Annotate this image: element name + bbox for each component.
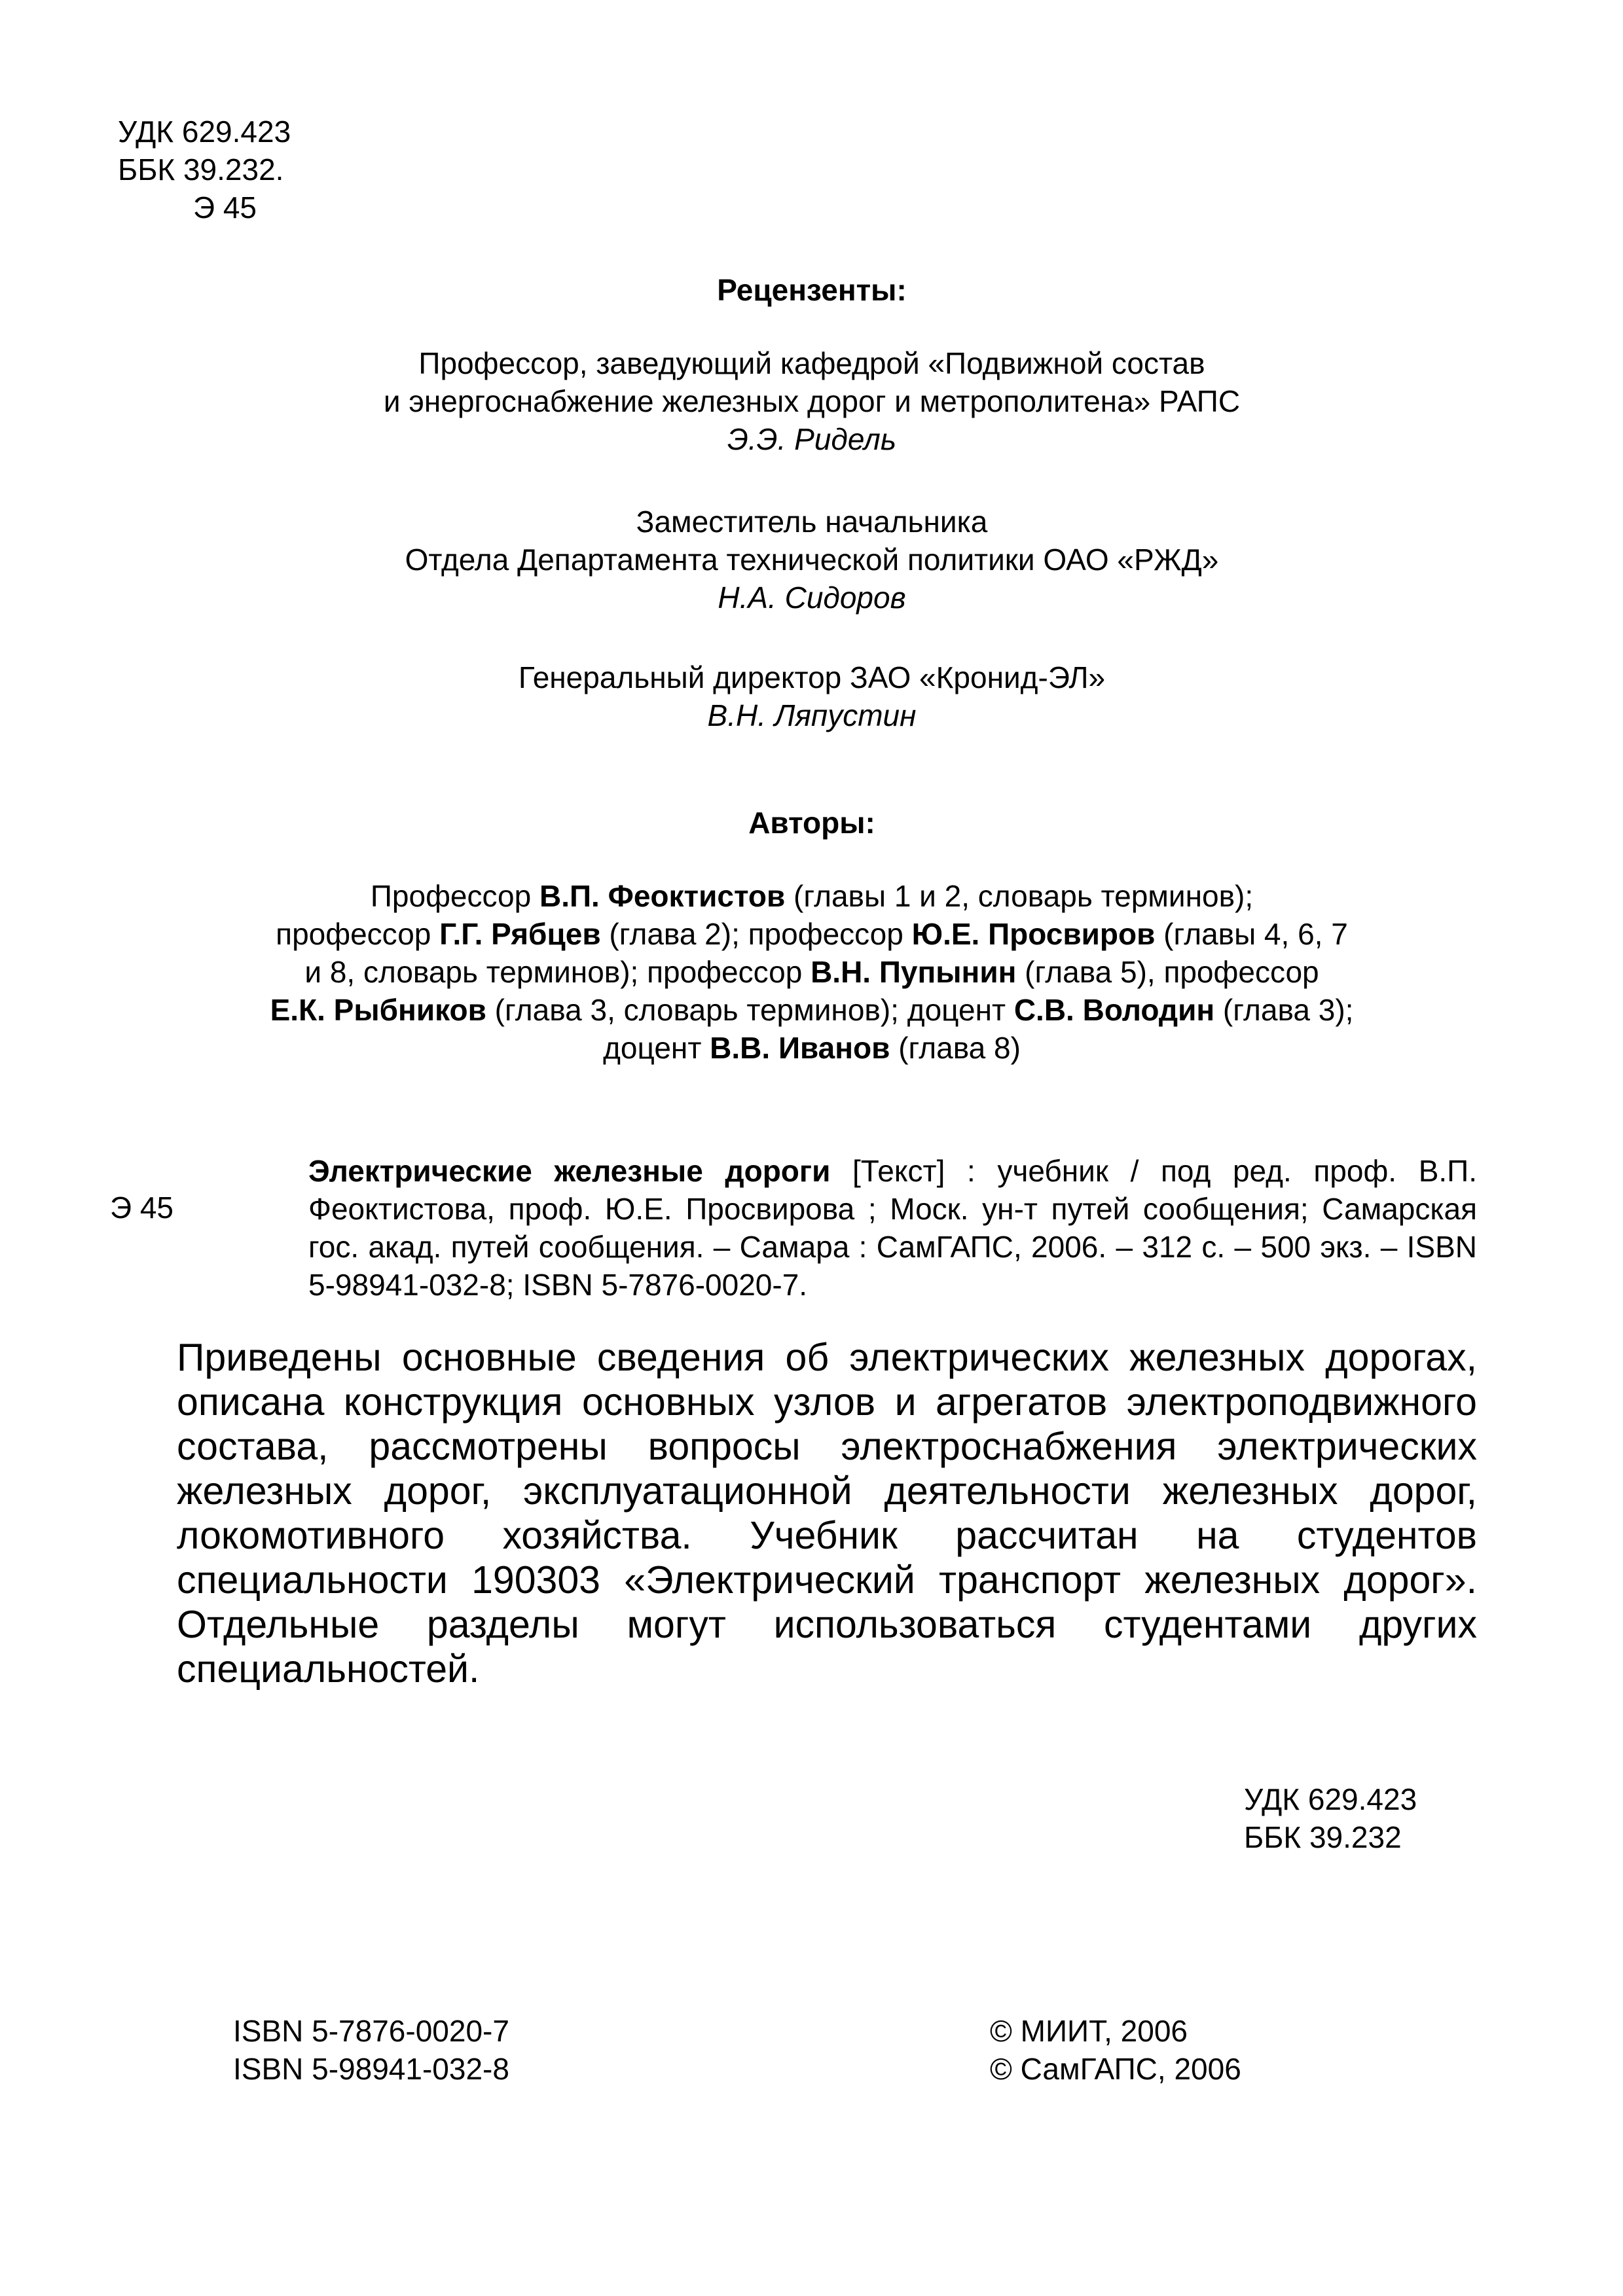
authors-line	[170, 953, 1453, 991]
bibliographic-side-mark: Э 45	[110, 1191, 174, 1225]
copyright-list	[990, 2012, 1241, 2088]
copyright-line: © СамГАПС, 2006	[990, 2052, 1241, 2086]
author-name: В.В. Иванов	[710, 1031, 890, 1065]
reviewer-position-line: Профессор, заведующий кафедрой «Подвижной состав	[418, 346, 1205, 380]
reviewer-name: Э.Э. Ридель	[727, 422, 897, 456]
text-fragment: (глава 5), профессор	[1016, 955, 1319, 989]
authors-list	[170, 877, 1453, 1067]
author-name: В.П. Феоктистов	[539, 879, 786, 913]
author-name: Е.К. Рыбников	[270, 993, 486, 1027]
copyright-line: © МИИТ, 2006	[990, 2014, 1188, 2048]
authors-line	[170, 1029, 1453, 1067]
udk-code: УДК 629.423	[118, 115, 291, 149]
text-fragment: и 8, словарь терминов); профессор	[304, 955, 811, 989]
reviewer-position-line: Генеральный директор ЗАО «Кронид-ЭЛ»	[518, 660, 1106, 694]
book-title: Электрические железные дороги	[308, 1154, 831, 1188]
author-name: Ю.Е. Просвиров	[911, 917, 1156, 951]
text-fragment: (глава 3, словарь терминов); доцент	[486, 993, 1014, 1027]
authors-line	[170, 877, 1453, 915]
bbk-code: ББК 39.232.	[118, 152, 284, 187]
author-name: В.Н. Пупынин	[811, 955, 1017, 989]
bibliographic-text	[233, 1152, 1477, 1304]
classification-codes-top	[118, 113, 291, 226]
abstract-text: Приведены основные сведения об электрических железных дорогах, описана конструкция основных узлов и агрегатов электроподвижного состава, рассмотрены вопросы электроснабжения электрических железных дорог, эксплуатационной деятельности железных дорог, локомотивного хозяйства. Учебник рассчитан на студентов специальности 190303 «Электрический транспорт железных дорог». Отдельные разделы могут использоваться студентами других специальностей.	[177, 1336, 1477, 1691]
reviewers-heading: Рецензенты:	[717, 273, 907, 307]
text-fragment: (глава 3);	[1214, 993, 1354, 1027]
reviewer-entry	[196, 503, 1427, 617]
text-fragment: доцент	[603, 1031, 710, 1065]
reviewer-name: В.Н. Ляпустин	[707, 698, 917, 732]
text-fragment: (главы 1 и 2, словарь терминов);	[785, 879, 1254, 913]
authors-heading: Авторы:	[748, 806, 875, 840]
text-fragment: профессор	[276, 917, 440, 951]
text-fragment: (главы 4, 6, 7	[1155, 917, 1348, 951]
reviewer-entry	[196, 344, 1427, 458]
udk-code: УДК 629.423	[1244, 1782, 1417, 1816]
bbk-code: ББК 39.232	[1244, 1820, 1402, 1854]
abstract	[118, 1335, 1477, 1691]
text-fragment: (глава 2); профессор	[600, 917, 912, 951]
author-name: С.В. Володин	[1013, 993, 1215, 1027]
text-fragment: (глава 8)	[890, 1031, 1021, 1065]
authors-line	[170, 991, 1453, 1029]
isbn-list	[233, 2012, 509, 2088]
author-mark: Э 45	[193, 190, 257, 224]
bibliographic-rest: [Текст] : учебник / под ред. проф. В.П. Феоктистова, проф. Ю.Е. Просвирова ; Моск. ун-т путей сообщения; Самарская гос. акад. путей сообщения. – Самара : СамГАПС, 2006. – 312 с. – 500 экз. – ISBN 5-98941-032-8; ISBN 5-7876-0020-7.	[308, 1154, 1478, 1302]
text-fragment: Профессор	[370, 879, 539, 913]
author-name: Г.Г. Рябцев	[439, 917, 601, 951]
bibliographic-description	[233, 1152, 1477, 1304]
authors-line	[170, 915, 1453, 953]
reviewer-entry	[196, 658, 1427, 734]
classification-codes-bottom	[1244, 1780, 1417, 1856]
isbn-number: ISBN 5-7876-0020-7	[233, 2014, 509, 2048]
reviewer-position-line: Заместитель начальника	[636, 505, 988, 539]
isbn-number: ISBN 5-98941-032-8	[233, 2052, 509, 2086]
reviewer-position-line: Отдела Департамента технической политики ОАО «РЖД»	[405, 543, 1219, 577]
reviewer-name: Н.А. Сидоров	[718, 581, 906, 615]
reviewer-position-line: и энергоснабжение железных дорог и метрополитена» РАПС	[383, 384, 1241, 418]
